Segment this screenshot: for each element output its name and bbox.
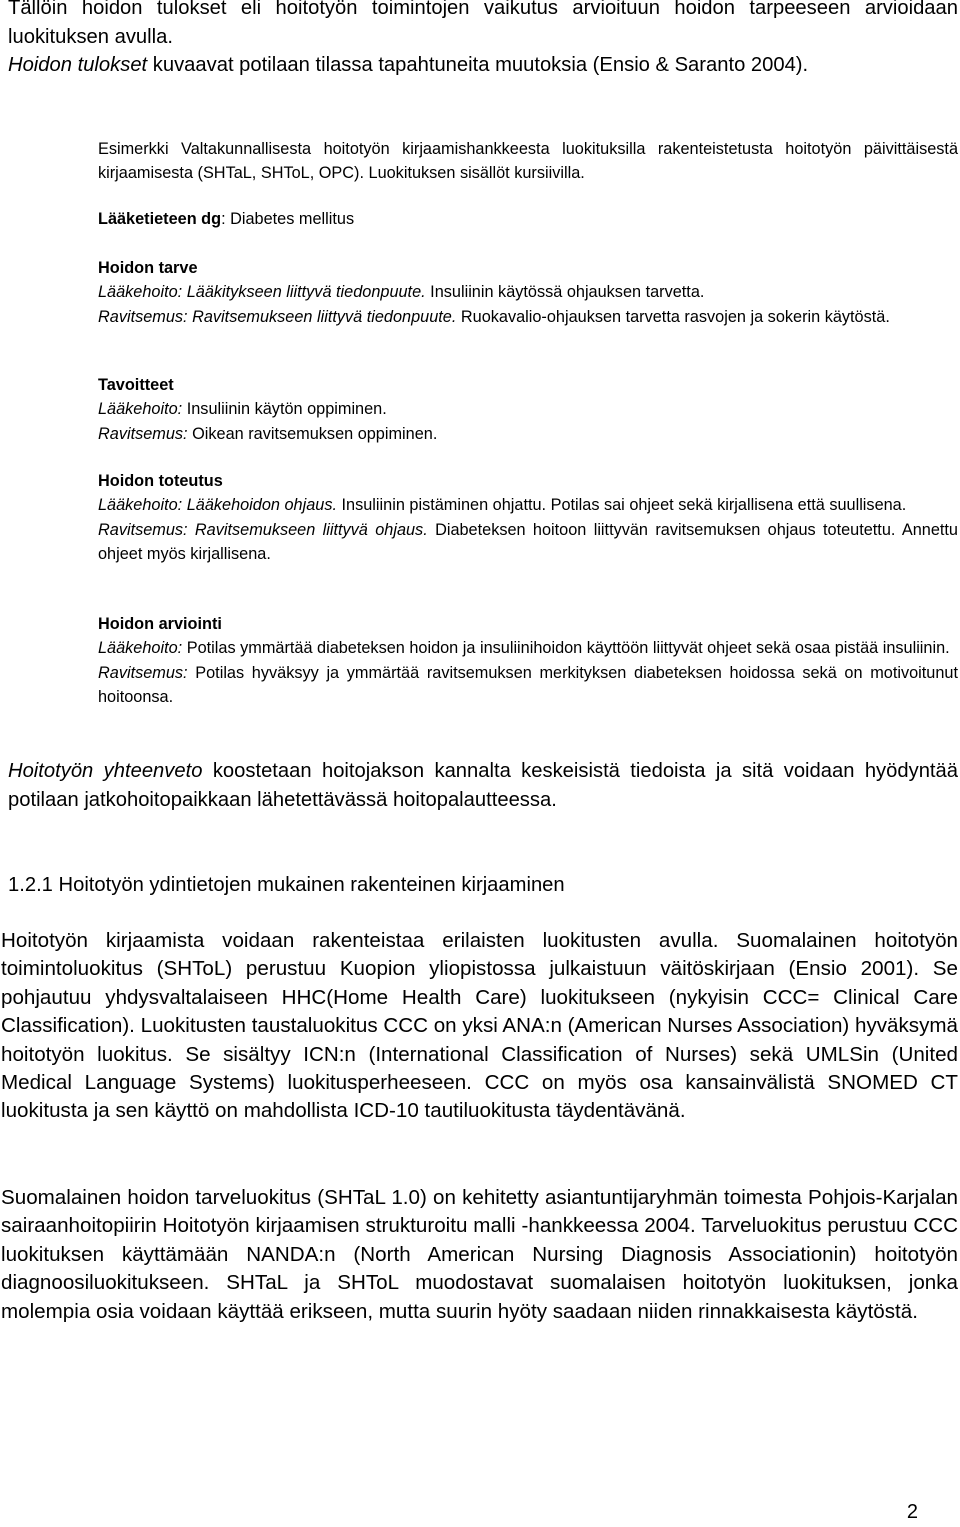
- body-paragraph-2: Suomalainen hoidon tarveluokitus (SHTaL 1.0) on kehitetty asiantuntijaryhmän toimesta Pohjois-Karjalan sairaanhoitopiirin Hoitotyön kirjaamisen strukturoitu malli -hankkeessa 2004. Tarveluokitus perustuu CCC luokituksen käyttämään NANDA:n (North American Nursing Diagnosis Associationin) hoitotyön diagnoosiluokitukseen. SHTaL ja SHToL muodostavat suomalaisen hoitotyön luokituksen, jonka molempia osia voidaan käyttää erikseen, mutta suurin hyöty saadaan niiden rinnakkaisesta käytöstä.: [1, 1186, 958, 1323]
- goals-block: [98, 373, 958, 446]
- intro-text-rest: kuvaavat potilaan tilassa tapahtuneita muutoksia (Ensio & Saranto 2004).: [147, 54, 809, 77]
- diagnosis-line: [98, 207, 958, 231]
- goals-medication-category: Lääkehoito:: [98, 400, 183, 419]
- implementation-medication-text: Insuliinin pistäminen ohjattu. Potilas sai ohjeet sekä kirjallisena että suullisena.: [337, 496, 907, 515]
- care-need-block: [98, 256, 958, 329]
- implementation-heading: Hoidon toteutus: [98, 472, 223, 490]
- goals-medication: [98, 397, 958, 421]
- evaluation-medication-category: Lääkehoito:: [98, 639, 183, 658]
- intro-text: Tällöin hoidon tulokset eli hoitotyön toimintojen vaikutus arvioituun hoidon tarpeeseen arvioidaan luokituksen avulla.: [8, 0, 958, 48]
- implementation-nutrition: [98, 518, 958, 567]
- care-need-heading: Hoidon tarve: [98, 259, 198, 277]
- evaluation-nutrition-category: Ravitsemus:: [98, 663, 188, 682]
- section-heading: [8, 871, 565, 899]
- goals-medication-text: Insuliinin käytön oppiminen.: [182, 400, 387, 419]
- goals-nutrition: [98, 422, 958, 446]
- implementation-block: [98, 469, 958, 567]
- term-hoitotyon-yhteenveto: Hoitotyön yhteenveto: [8, 760, 203, 782]
- evaluation-nutrition-text: Potilas hyväksyy ja ymmärtää ravitsemuksen merkityksen diabeteksen hoidossa sekä on motivoitunut hoitoonsa.: [98, 663, 958, 707]
- diagnosis-label: Lääketieteen dg: [98, 210, 222, 228]
- goals-nutrition-text: Oikean ravitsemuksen oppiminen.: [187, 424, 438, 443]
- section-number: 1.2.1: [8, 874, 53, 896]
- goals-heading: Tavoitteet: [98, 376, 174, 394]
- goals-nutrition-category: Ravitsemus:: [98, 424, 188, 443]
- care-need-medication: [98, 280, 958, 304]
- care-need-nutrition-category: Ravitsemus: Ravitsemukseen liittyvä tiedonpuute.: [98, 307, 457, 326]
- implementation-nutrition-text: Diabeteksen hoitoon liittyvän ravitsemuksen ohjaus toteutettu. Annettu ohjeet myös kirjallisena.: [98, 520, 958, 564]
- example-intro-text: Esimerkki Valtakunnallisesta hoitotyön kirjaamishankkeesta luokituksilla rakenteistetusta hoitotyön päivittäisestä kirjaamisesta (SHTaL, SHToL, OPC). Luokituksen sisällöt kursiivilla.: [98, 140, 958, 183]
- page-number: 2: [906, 1501, 918, 1523]
- evaluation-block: [98, 612, 958, 710]
- intro-paragraph: [8, 0, 958, 80]
- body-paragraph-1: Hoitotyön kirjaamista voidaan rakenteistaa erilaisten luokitusten avulla. Suomalainen hoitotyön toimintoluokitus (SHToL) perustuu Kuopion yliopistossa julkaistuun väitöskirjaan (Ensio 2001). Se pohjautuu yhdysvaltalaiseen HHC(Home Health Care) luokitukseen (nykyisin CCC= Clinical Care Classification). Luokitusten taustaluokitus CCC on yksi ANA:n (American Nurses Association) hyväksymä hoitotyön luokitus. Se sisältyy ICN:n (International Classification of Nurses) sekä UMLSin (United Medical Language Systems) luokitusperheeseen. CCC on myös osa kansainvälistä SNOMED CT luokitusta ja sen käyttö on mahdollista ICD-10 tautiluokitusta täydentävänä.: [1, 929, 958, 1123]
- care-need-medication-text: Insuliinin käytössä ohjauksen tarvetta.: [425, 283, 705, 302]
- example-intro: [98, 137, 958, 186]
- care-need-medication-category: Lääkehoito: Lääkitykseen liittyvä tiedonpuute.: [98, 283, 426, 302]
- evaluation-nutrition: [98, 661, 958, 710]
- evaluation-heading: Hoidon arviointi: [98, 615, 222, 633]
- summary-text: koostetaan hoitojakson kannalta keskeisistä tiedoista ja sitä voidaan hyödyntää potilaan jatkohoitopaikkaan lähetettävässä hoitopalautteessa.: [8, 760, 958, 811]
- section-title-text: Hoitotyön ydintietojen mukainen rakenteinen kirjaaminen: [52, 874, 565, 896]
- diagnosis-value: : Diabetes mellitus: [221, 210, 355, 228]
- implementation-nutrition-category: Ravitsemus: Ravitsemukseen liittyvä ohjaus.: [98, 520, 428, 539]
- summary-paragraph: [8, 757, 958, 814]
- care-need-nutrition-text: Ruokavalio-ohjauksen tarvetta rasvojen ja sokerin käytöstä.: [456, 307, 890, 326]
- care-need-nutrition: [98, 305, 958, 329]
- evaluation-medication: [98, 636, 958, 660]
- implementation-medication: [98, 493, 958, 517]
- evaluation-medication-text: Potilas ymmärtää diabeteksen hoidon ja insuliinihoidon käyttöön liittyvät ohjeet sekä osaa pistää insuliinin.: [182, 639, 950, 658]
- implementation-medication-category: Lääkehoito: Lääkehoidon ohjaus.: [98, 496, 337, 515]
- term-hoidon-tulokset: Hoidon tulokset: [8, 54, 148, 77]
